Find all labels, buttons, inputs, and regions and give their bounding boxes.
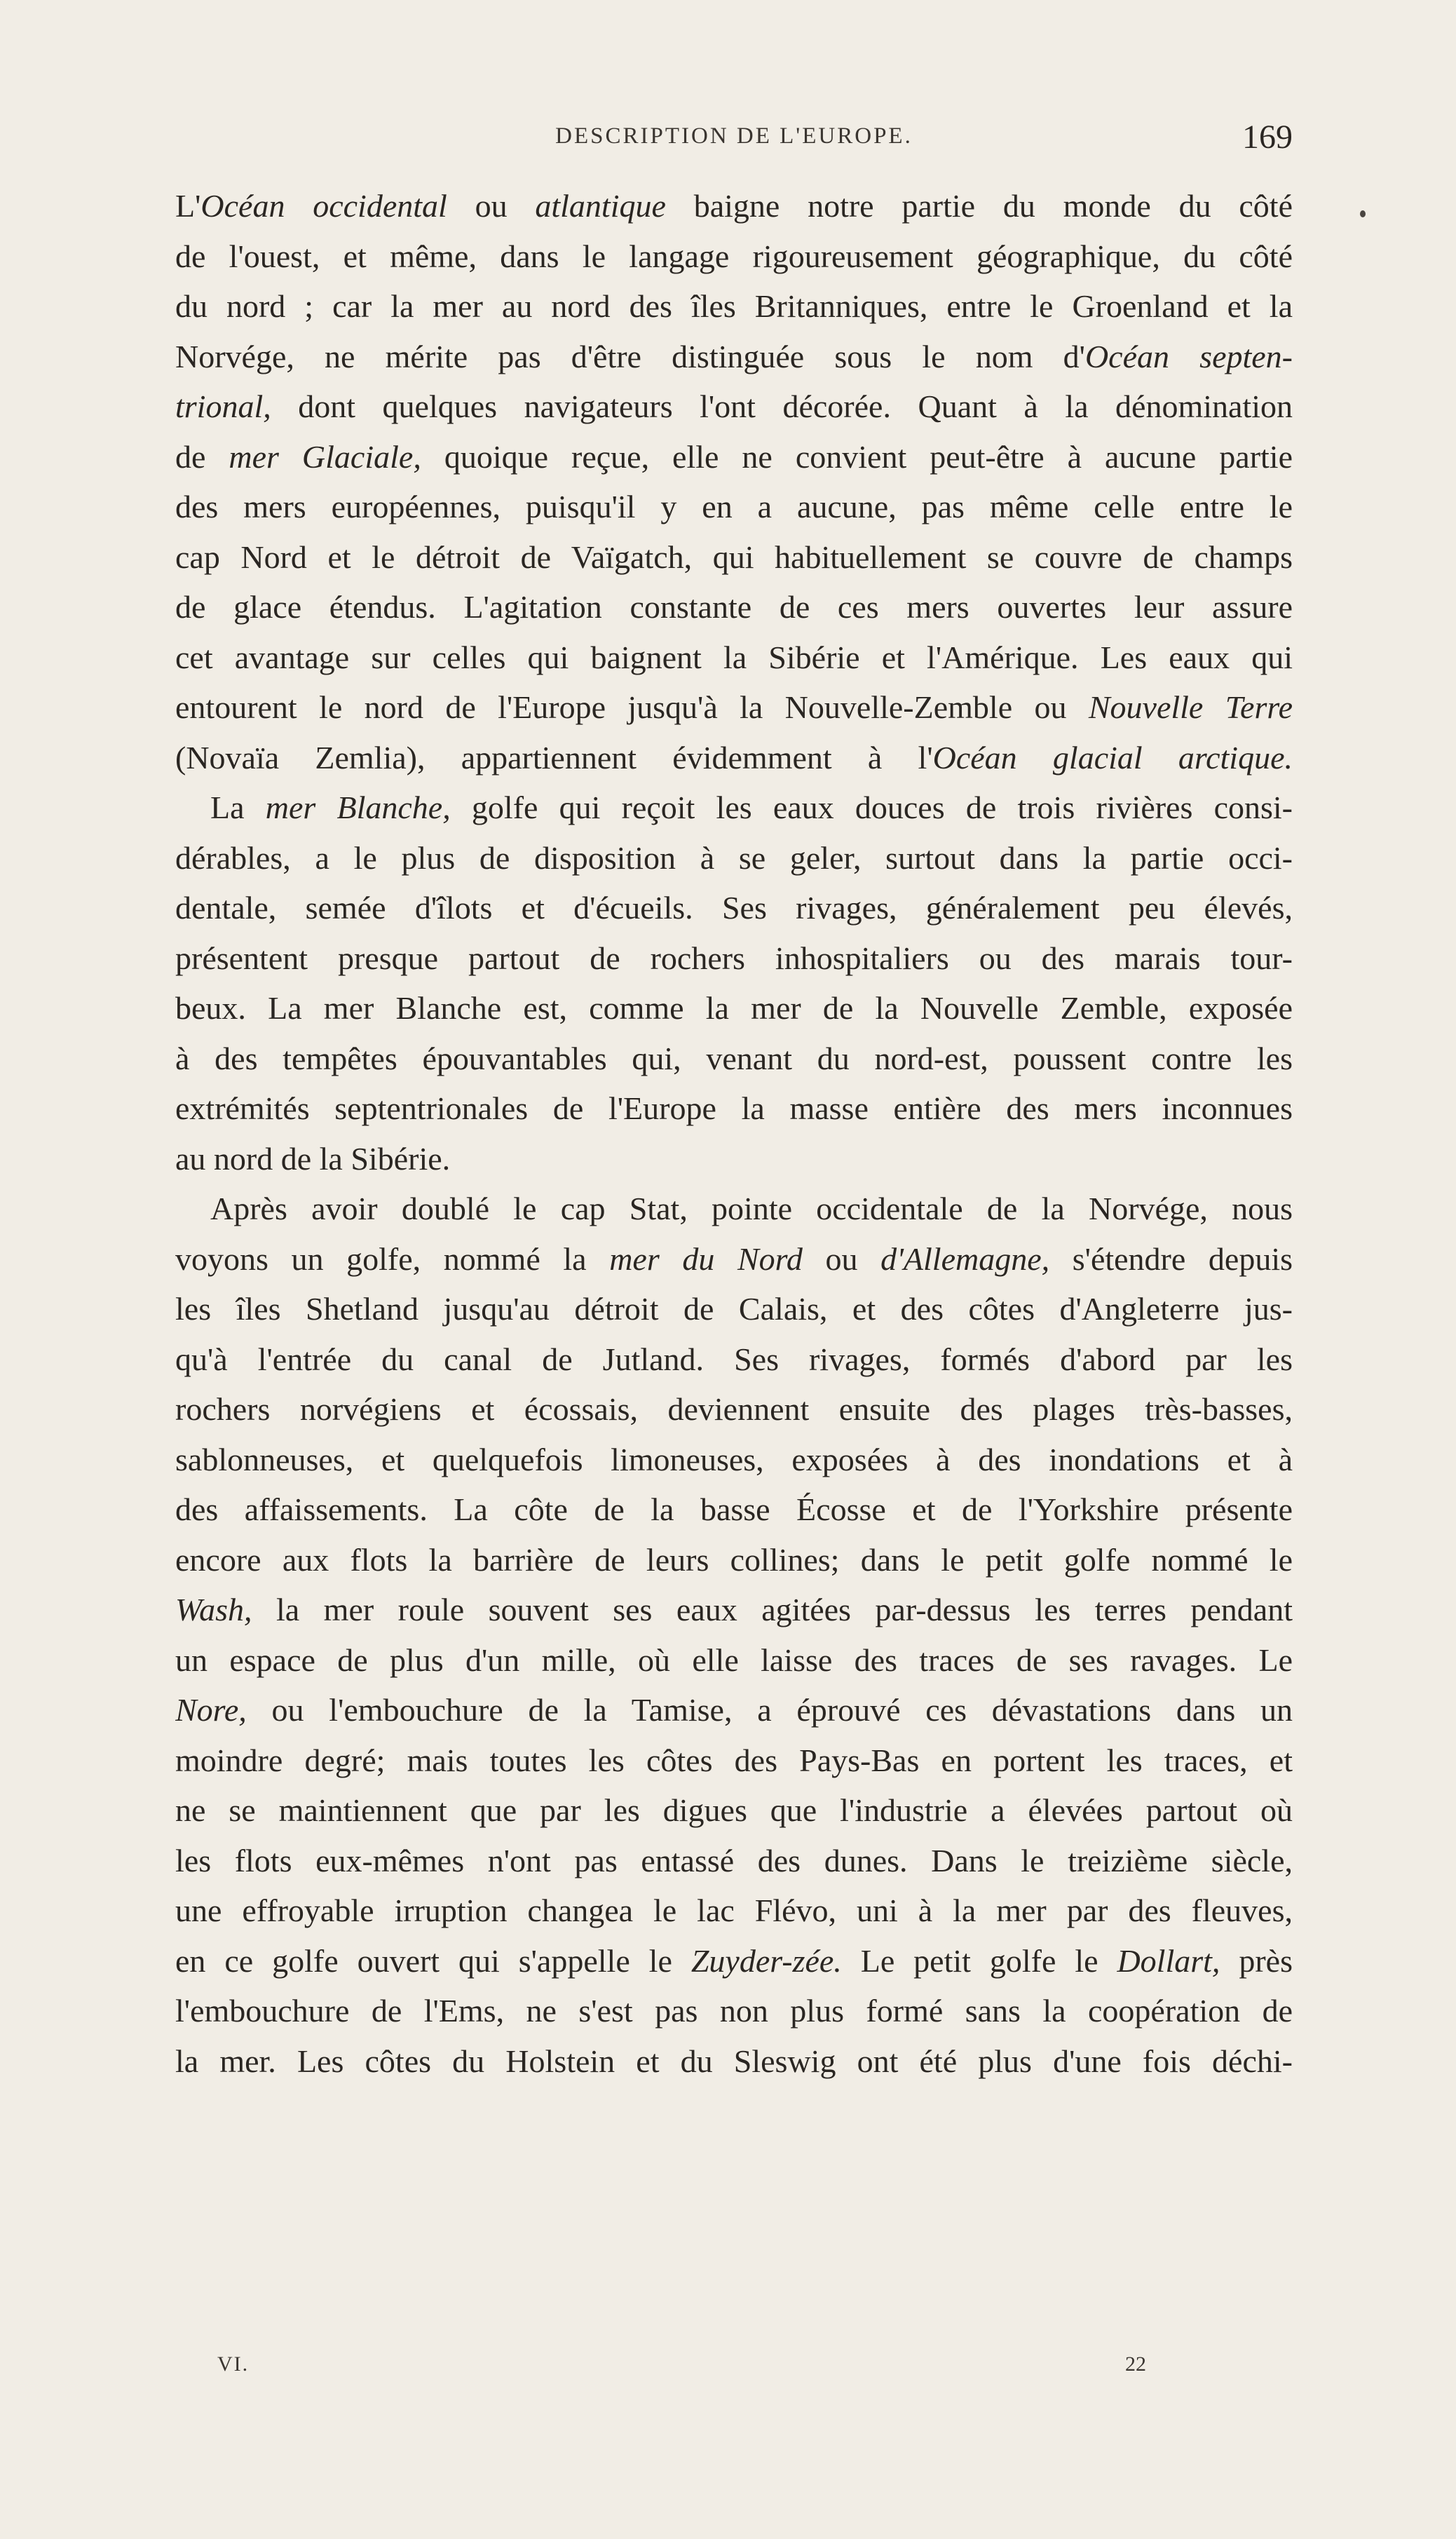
text-line <box>175 682 1293 733</box>
text-run: extrémités septentrionales de l'Europe la masse entière des mers inconnues <box>175 1090 1293 1126</box>
text-run: de glace étendus. L'agitation constante de ces mers ouvertes leur assure <box>175 589 1293 625</box>
text-line <box>175 883 1293 933</box>
text-line <box>175 1635 1293 1686</box>
text-line <box>175 1836 1293 1886</box>
text-line <box>175 181 1293 231</box>
text-run: rochers norvégiens et écossais, deviennent ensuite des plages très-basses, <box>175 1391 1293 1427</box>
text-line <box>175 1134 1293 1184</box>
text-run: Norvége, ne mérite pas d'être distinguée sous le nom d' <box>175 338 1085 374</box>
text-line <box>175 281 1293 332</box>
italic-run: trional, <box>175 388 271 424</box>
text-run: l'embouchure de l'Ems, ne s'est pas non plus formé sans la coopération de <box>175 1993 1293 2029</box>
text-line <box>175 733 1293 783</box>
ink-speck <box>1360 210 1366 217</box>
text-run: près <box>1220 1942 1293 1979</box>
text-run: dentale, semée d'îlots et d'écueils. Ses rivages, généralement peu élevés, <box>175 890 1293 926</box>
italic-run: Océan glacial arctique. <box>932 739 1293 776</box>
text-run: un espace de plus d'un mille, où elle laisse des traces de ses ravages. Le <box>175 1641 1293 1678</box>
text-line <box>175 1334 1293 1385</box>
text-run: une effroyable irruption changea le lac Flévo, uni à la mer par des fleuves, <box>175 1893 1293 1928</box>
italic-run: mer Glaciale, <box>229 438 421 475</box>
text-line <box>175 1535 1293 1585</box>
text-run: la mer roule souvent ses eaux agitées par-dessus les terres pendant <box>252 1592 1293 1627</box>
text-line <box>175 1885 1293 1936</box>
text-run: les îles Shetland jusqu'au détroit de Calais, et des côtes d'Angleterre jus- <box>175 1291 1293 1327</box>
text-run: Après avoir doublé le cap Stat, pointe occidentale de la Norvége, nous <box>210 1191 1293 1226</box>
text-line <box>175 582 1293 632</box>
text-line <box>175 1936 1293 1986</box>
italic-run: Océan occidental <box>200 188 447 224</box>
text-line <box>175 332 1293 382</box>
text-line <box>175 432 1293 482</box>
text-line <box>175 1785 1293 1836</box>
text-run: de l'ouest, et même, dans le langage rigoureusement géographique, du côté <box>175 238 1293 274</box>
italic-run: Nore, <box>175 1692 247 1728</box>
italic-run: mer du Nord <box>609 1240 803 1277</box>
text-line <box>175 2036 1293 2087</box>
text-line <box>175 1435 1293 1485</box>
text-line <box>175 231 1293 282</box>
text-line <box>175 1986 1293 2036</box>
text-line <box>175 1384 1293 1435</box>
text-line <box>175 1184 1293 1234</box>
running-title: DESCRIPTION DE L'EUROPE. <box>555 123 913 149</box>
text-line <box>175 1034 1293 1084</box>
page-footer <box>175 2352 1293 2388</box>
text-run: baigne notre partie du monde du côté <box>665 188 1293 224</box>
text-line <box>175 1284 1293 1334</box>
text-run: qu'à l'entrée du canal de Jutland. Ses rivages, formés d'abord par les <box>175 1341 1293 1377</box>
text-run: golfe qui reçoit les eaux douces de trois rivières consi- <box>450 790 1293 825</box>
italic-run: d'Allemagne, <box>880 1240 1050 1277</box>
text-run: ou <box>802 1240 881 1277</box>
gathering-signature: 22 <box>1125 2352 1146 2376</box>
italic-run: Wash, <box>175 1592 252 1627</box>
text-line <box>175 482 1293 532</box>
text-run: cet avantage sur celles qui baignent la Sibérie et l'Amérique. Les eaux qui <box>175 639 1293 675</box>
text-run: à des tempêtes épouvantables qui, venant du nord-est, poussent contre les <box>175 1040 1293 1076</box>
text-run: voyons un golfe, nommé la <box>175 1240 610 1277</box>
text-run: cap Nord et le détroit de Vaïgatch, qui habituellement se couvre de champs <box>175 539 1293 575</box>
text-run: en ce golfe ouvert qui s'appelle le <box>175 1942 691 1979</box>
text-run: beux. La mer Blanche est, comme la mer de la Nouvelle Zemble, exposée <box>175 990 1293 1026</box>
italic-run: Zuyder-zée. <box>690 1942 842 1979</box>
text-run: ou l'embouchure de la Tamise, a éprouvé ces dévastations dans un <box>246 1692 1293 1728</box>
text-run: ou <box>447 188 536 224</box>
italic-run: Nouvelle Terre <box>1088 689 1293 725</box>
text-run: dérables, a le plus de disposition à se geler, surtout dans la partie occi- <box>175 839 1293 876</box>
text-run: encore aux flots la barrière de leurs collines; dans le petit golfe nommé le <box>175 1541 1293 1578</box>
text-run: présentent presque partout de rochers inhospitaliers ou des marais tour- <box>175 940 1293 976</box>
text-run: Le petit golfe le <box>841 1942 1117 1979</box>
text-line <box>175 381 1293 432</box>
text-line <box>175 1685 1293 1735</box>
text-run: L' <box>175 188 201 224</box>
text-line <box>175 1484 1293 1535</box>
text-line <box>175 1585 1293 1635</box>
text-run: (Novaïa Zemlia), appartiennent évidemment à l' <box>175 739 933 776</box>
text-run: moindre degré; mais toutes les côtes des Pays-Bas en portent les traces, et <box>175 1742 1293 1778</box>
text-run: La <box>210 790 266 825</box>
volume-signature: VI. <box>217 2352 250 2376</box>
italic-run: Océan septen- <box>1084 338 1293 374</box>
text-run: des mers européennes, puisqu'il y en a aucune, pas même celle entre le <box>175 489 1293 524</box>
text-line <box>175 632 1293 683</box>
text-run: ne se maintiennent que par les digues que l'industrie a élevées partout où <box>175 1792 1293 1828</box>
text-run: dont quelques navigateurs l'ont décorée. Quant à la dénomination <box>271 388 1293 424</box>
text-line <box>175 783 1293 833</box>
text-run: entourent le nord de l'Europe jusqu'à la Nouvelle-Zemble ou <box>175 689 1089 725</box>
page-number: 169 <box>1242 119 1293 156</box>
text-run: de <box>175 438 229 475</box>
text-line <box>175 1234 1293 1285</box>
italic-run: atlantique <box>535 188 666 224</box>
text-line <box>175 1735 1293 1786</box>
text-run: sablonneuses, et quelquefois limoneuses, exposées à des inondations et à <box>175 1441 1293 1477</box>
text-line <box>175 933 1293 984</box>
text-line <box>175 983 1293 1034</box>
body-text <box>175 181 1293 2086</box>
text-run: des affaissements. La côte de la basse Écosse et de l'Yorkshire présente <box>175 1491 1293 1527</box>
text-line <box>175 1083 1293 1134</box>
text-run: quoique reçue, elle ne convient peut-être à aucune partie <box>421 438 1293 475</box>
text-run: les flots eux-mêmes n'ont pas entassé des dunes. Dans le treizième siècle, <box>175 1842 1293 1878</box>
italic-run: mer Blanche, <box>265 790 451 825</box>
text-run: du nord ; car la mer au nord des îles Britanniques, entre le Groenland et la <box>175 288 1293 324</box>
running-head <box>175 118 1293 160</box>
text-line <box>175 532 1293 583</box>
text-line <box>175 833 1293 883</box>
text-run: la mer. Les côtes du Holstein et du Sleswig ont été plus d'une fois déchi- <box>175 2043 1293 2079</box>
text-run: s'étendre depuis <box>1049 1240 1293 1277</box>
italic-run: Dollart, <box>1117 1942 1220 1979</box>
text-run: au nord de la Sibérie. <box>175 1140 451 1177</box>
